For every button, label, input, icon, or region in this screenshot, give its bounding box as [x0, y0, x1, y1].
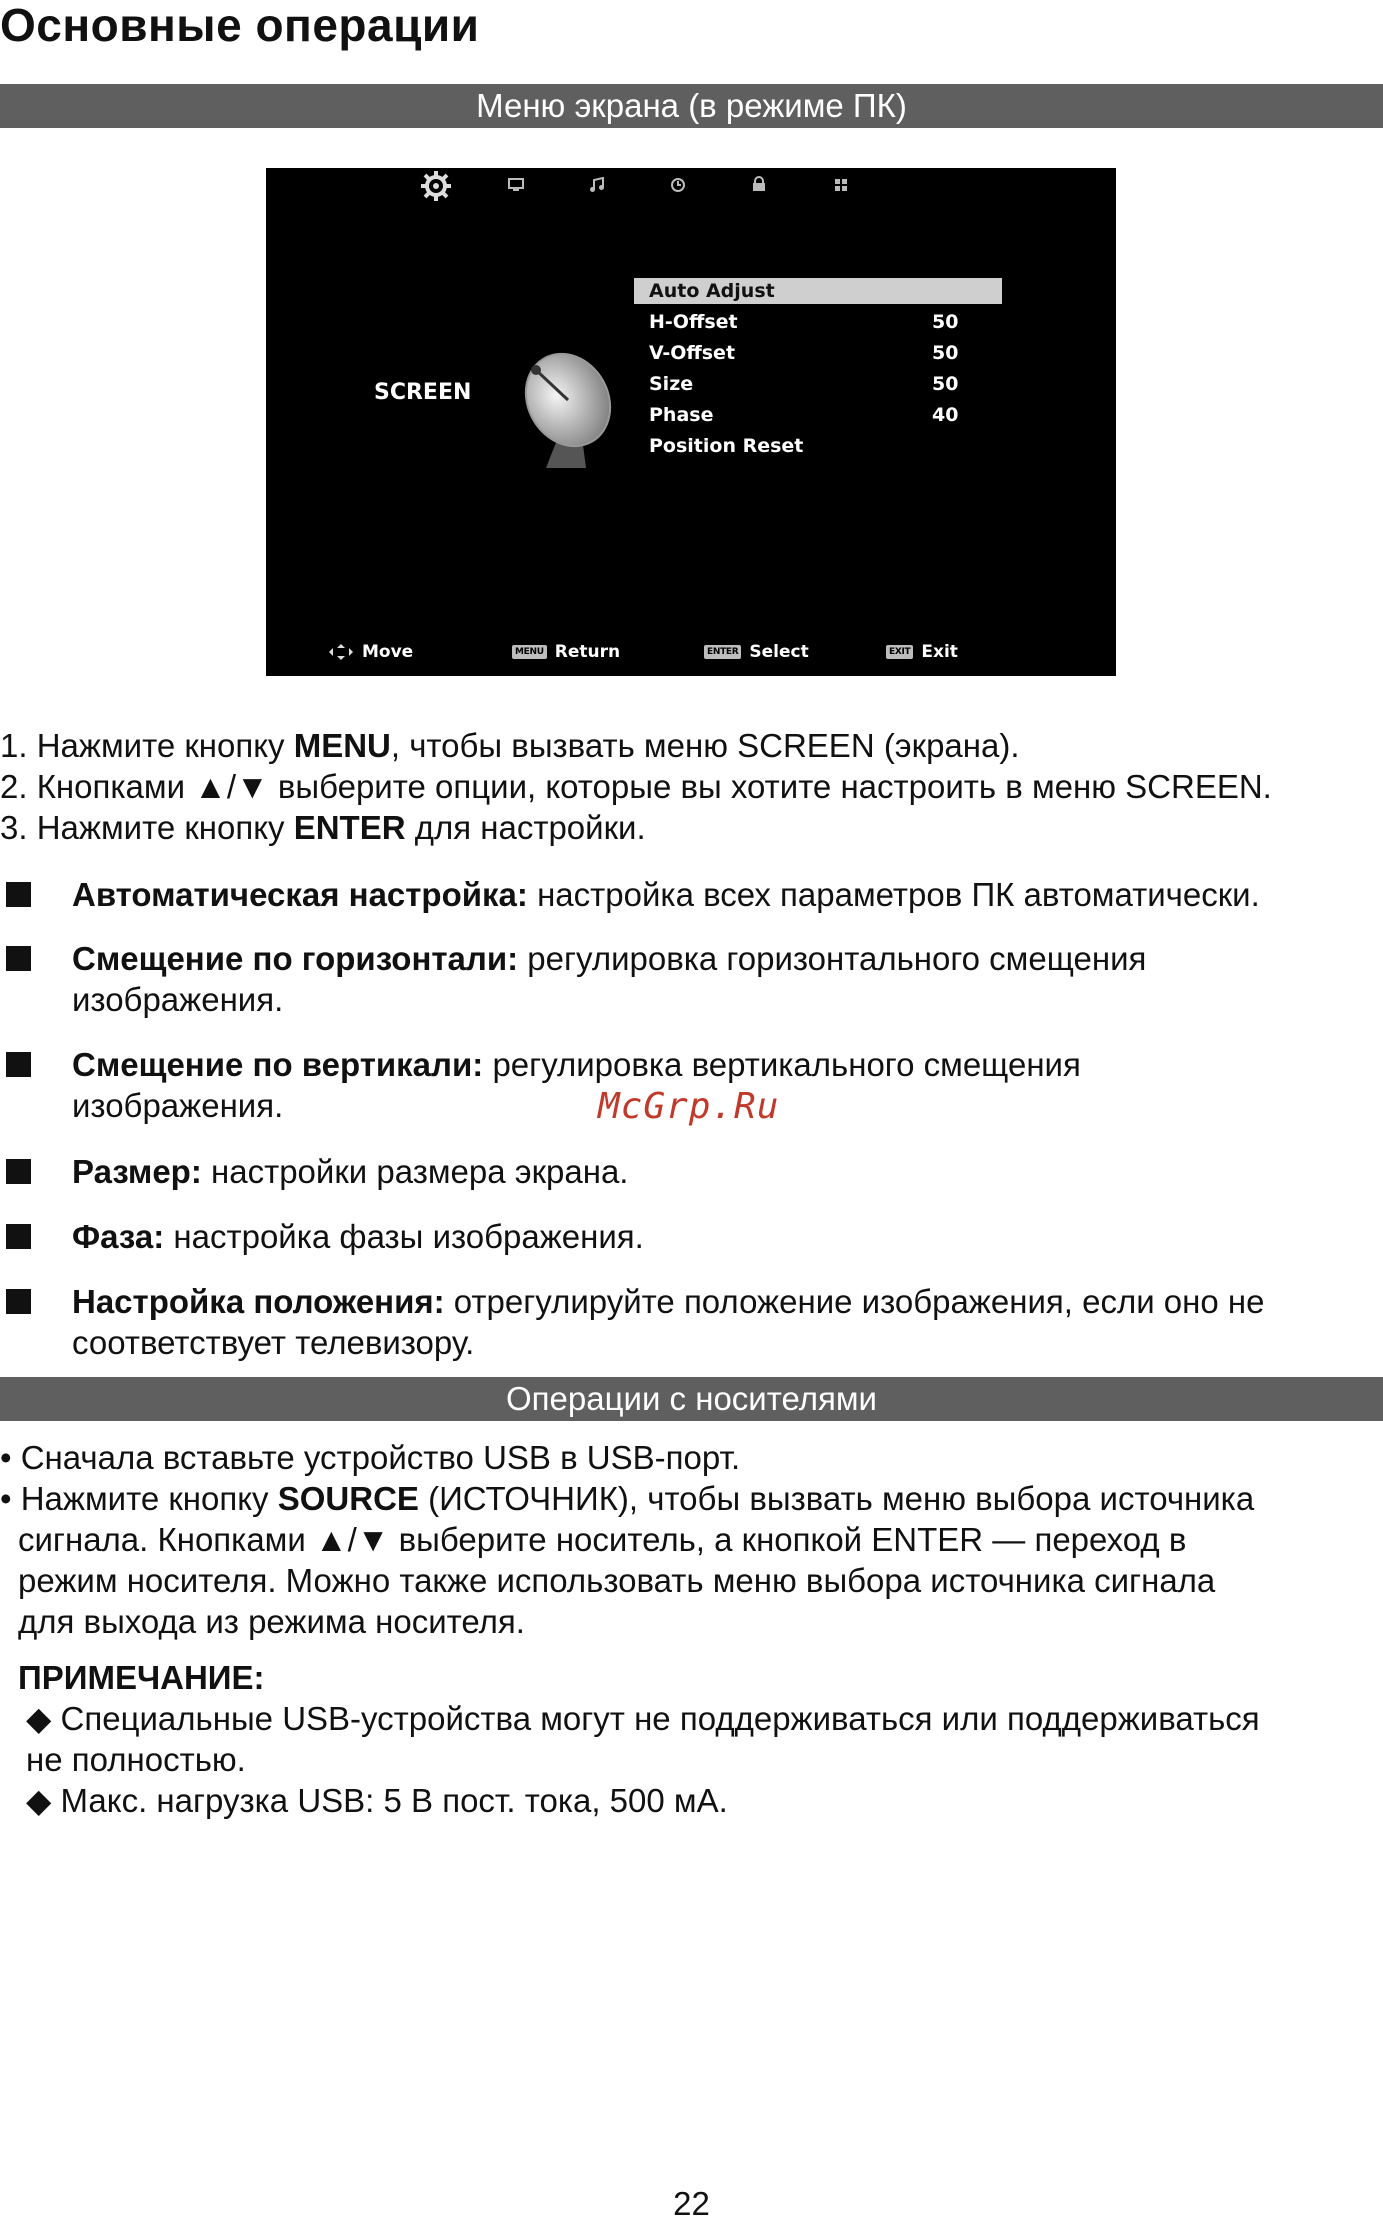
- section-header-screen-menu: Меню экрана (в режиме ПК): [0, 84, 1383, 128]
- music-note-icon: [589, 177, 605, 193]
- note-item-1-line-2: не полностью.: [26, 1741, 246, 1778]
- footer-return: MENU Return: [512, 642, 620, 662]
- option-auto-adjust: Автоматическая настройка: настройка всех параметров ПК автоматически.: [72, 876, 1260, 913]
- media-bullet-2-line-2: сигнала. Кнопками ▲/▼ выберите носитель, а кнопкой ENTER — переход в: [18, 1521, 1187, 1558]
- footer-move: Move: [328, 642, 413, 662]
- satellite-dish-icon: [506, 340, 636, 470]
- tv-menu-tab-bar: [266, 168, 1116, 202]
- square-bullet-icon: [6, 946, 31, 971]
- gear-icon: [420, 170, 452, 202]
- enter-key-icon: ENTER: [704, 645, 741, 659]
- grid-icon: [834, 178, 848, 192]
- footer-select: ENTER Select: [704, 642, 809, 662]
- lock-icon: [752, 176, 766, 192]
- tv-menu-list: [634, 278, 1002, 462]
- tv-menu-item-auto-adjust[interactable]: Auto Adjust: [634, 278, 1002, 304]
- tv-menu-item-phase[interactable]: Phase 40: [649, 404, 959, 426]
- tv-menu-item-position-reset[interactable]: Position Reset: [649, 435, 804, 457]
- footer-exit: EXIT Exit: [886, 642, 958, 662]
- option-h-offset: Смещение по горизонтали: регулировка горизонтального смещения изображения.: [72, 940, 1147, 1018]
- square-bullet-icon: [6, 1289, 31, 1314]
- exit-key-icon: EXIT: [886, 645, 913, 659]
- clock-icon: [670, 177, 686, 193]
- option-phase: Фаза: настройка фазы изображения.: [72, 1218, 644, 1255]
- media-bullet-1: • Сначала вставьте устройство USB в USB-порт.: [0, 1439, 741, 1476]
- option-position-reset: Настройка положения: отрегулируйте положение изображения, если оно не соответствует телевизору.: [72, 1283, 1265, 1361]
- menu-key-icon: MENU: [512, 645, 547, 659]
- tv-menu-item-size[interactable]: Size 50: [649, 373, 959, 395]
- tv-menu-item-v-offset[interactable]: V-Offset 50: [649, 342, 959, 364]
- square-bullet-icon: [6, 1052, 31, 1077]
- step-2: 2. Кнопками ▲/▼ выберите опции, которые вы хотите настроить в меню SCREEN.: [0, 768, 1272, 805]
- option-v-offset: Смещение по вертикали: регулировка вертикального смещения изображения.: [72, 1046, 1081, 1124]
- media-bullet-2-line-4: для выхода из режима носителя.: [18, 1603, 525, 1640]
- square-bullet-icon: [6, 882, 31, 907]
- note-item-2: ◆ Макс. нагрузка USB: 5 В пост. тока, 500 мА.: [26, 1782, 728, 1819]
- step-3: 3. Нажмите кнопку ENTER для настройки.: [0, 809, 646, 846]
- watermark-text: McGrp.Ru: [598, 1086, 780, 1127]
- note-heading: ПРИМЕЧАНИЕ:: [18, 1659, 265, 1696]
- page-number: 22: [673, 2185, 710, 2222]
- page-title: Основные операции: [0, 0, 480, 51]
- option-size: Размер: настройки размера экрана.: [72, 1153, 629, 1190]
- section-header-media: Операции с носителями: [0, 1377, 1383, 1421]
- note-item-1: ◆ Специальные USB-устройства могут не поддерживаться или поддерживаться: [26, 1700, 1260, 1737]
- tv-menu-label: SCREEN: [374, 380, 472, 405]
- move-arrows-icon: [328, 643, 354, 661]
- monitor-icon: [508, 178, 524, 192]
- tv-screen-menu-image: [266, 168, 1116, 676]
- square-bullet-icon: [6, 1159, 31, 1184]
- square-bullet-icon: [6, 1224, 31, 1249]
- tv-menu-item-h-offset[interactable]: H-Offset 50: [649, 311, 959, 333]
- tv-menu-footer: [266, 640, 1116, 676]
- media-bullet-2-line-3: режим носителя. Можно также использовать меню выбора источника сигнала: [18, 1562, 1216, 1599]
- step-1: 1. Нажмите кнопку MENU, чтобы вызвать меню SCREEN (экрана).: [0, 727, 1020, 764]
- media-bullet-2: • Нажмите кнопку SOURCE (ИСТОЧНИК), чтобы вызвать меню выбора источника: [0, 1480, 1255, 1517]
